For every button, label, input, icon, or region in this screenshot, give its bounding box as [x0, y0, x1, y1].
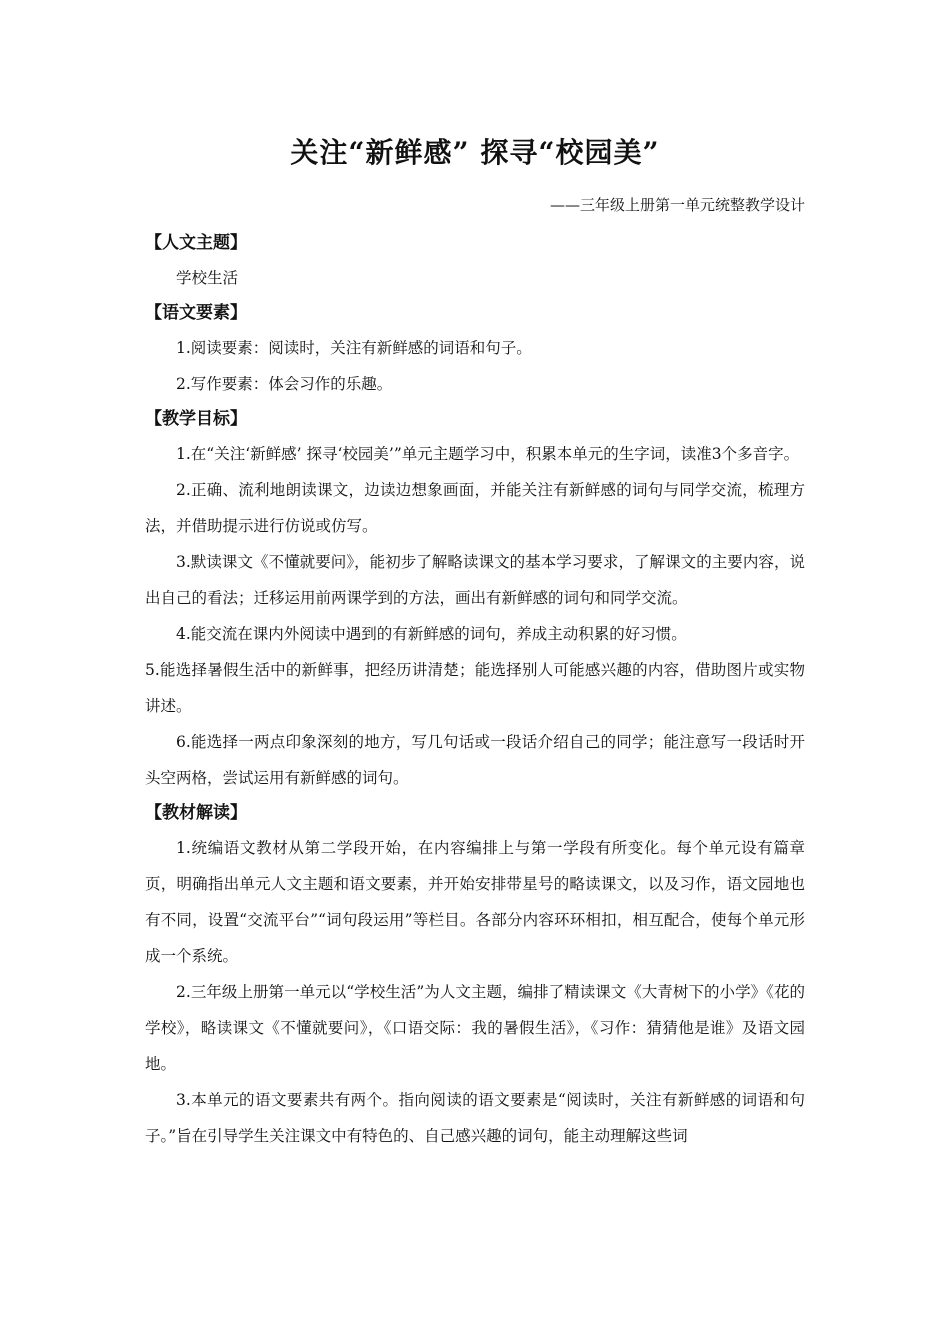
section-heading-theme: 【人文主题】: [145, 233, 247, 253]
goal-paragraph-5: 5.能选择暑假生活中的新鲜事，把经历讲清楚；能选择别人可能感兴趣的内容，借助图片或实物讲述。: [145, 661, 805, 715]
goal-paragraph-6: 6.能选择一两点印象深刻的地方，写几句话或一段话介绍自己的同学；能注意写一段话时开头空两格，尝试运用有新鲜感的词句。: [145, 733, 805, 787]
document-body: [145, 226, 805, 1154]
section-theme: [145, 226, 805, 296]
section-analysis: [145, 796, 805, 1154]
section-heading-elements: 【语文要素】: [145, 303, 247, 323]
section-elements: [145, 296, 805, 402]
section-heading-goals: 【教学目标】: [145, 409, 247, 429]
section-heading-analysis: 【教材解读】: [145, 803, 247, 823]
elements-paragraph-1: 1.阅读要素：阅读时，关注有新鲜感的词语和句子。: [176, 339, 532, 357]
theme-paragraph: 学校生活: [176, 269, 239, 287]
section-goals: [145, 402, 805, 796]
goal-paragraph-2: 2.正确、流利地朗读课文，边读边想象画面，并能关注有新鲜感的词句与同学交流，梳理方法，并借助提示进行仿说或仿写。: [145, 481, 805, 535]
analysis-paragraph-1: 1.统编语文教材从第二学段开始，在内容编排上与第一学段有所变化。每个单元设有篇章页，明确指出单元人文主题和语文要素，并开始安排带星号的略读课文，以及习作，语文园地也有不同，设置“交流平台”“词句段运用”等栏目。各部分内容环环相扣，相互配合，使每个单元形成一个系统。: [145, 839, 805, 965]
goal-paragraph-4: 4.能交流在课内外阅读中遇到的有新鲜感的词句，养成主动积累的好习惯。: [176, 625, 687, 643]
goal-paragraph-3: 3.默读课文《不懂就要问》，能初步了解略读课文的基本学习要求，了解课文的主要内容，说出自己的看法；迁移运用前两课学到的方法，画出有新鲜感的词句和同学交流。: [145, 553, 805, 607]
analysis-paragraph-3: 3.本单元的语文要素共有两个。指向阅读的语文要素是“阅读时，关注有新鲜感的词语和句子。”旨在引导学生关注课文中有特色的、自己感兴趣的词句，能主动理解这些词: [145, 1091, 805, 1145]
page-subtitle: ——三年级上册第一单元统整教学设计: [549, 196, 805, 214]
page-title: 关注“新鲜感” 探寻“校园美”: [290, 136, 660, 169]
elements-paragraph-2: 2.写作要素：体会习作的乐趣。: [176, 375, 393, 393]
goal-paragraph-1: 1.在“关注‘新鲜感’ 探寻‘校园美’”单元主题学习中，积累本单元的生字词，读准3个多音字。: [176, 445, 800, 463]
analysis-paragraph-2: 2.三年级上册第一单元以“学校生活”为人文主题，编排了精读课文《大青树下的小学》《花的学校》，略读课文《不懂就要问》，《口语交际：我的暑假生活》，《习作：猜猜他是谁》及语文园地。: [145, 983, 805, 1073]
